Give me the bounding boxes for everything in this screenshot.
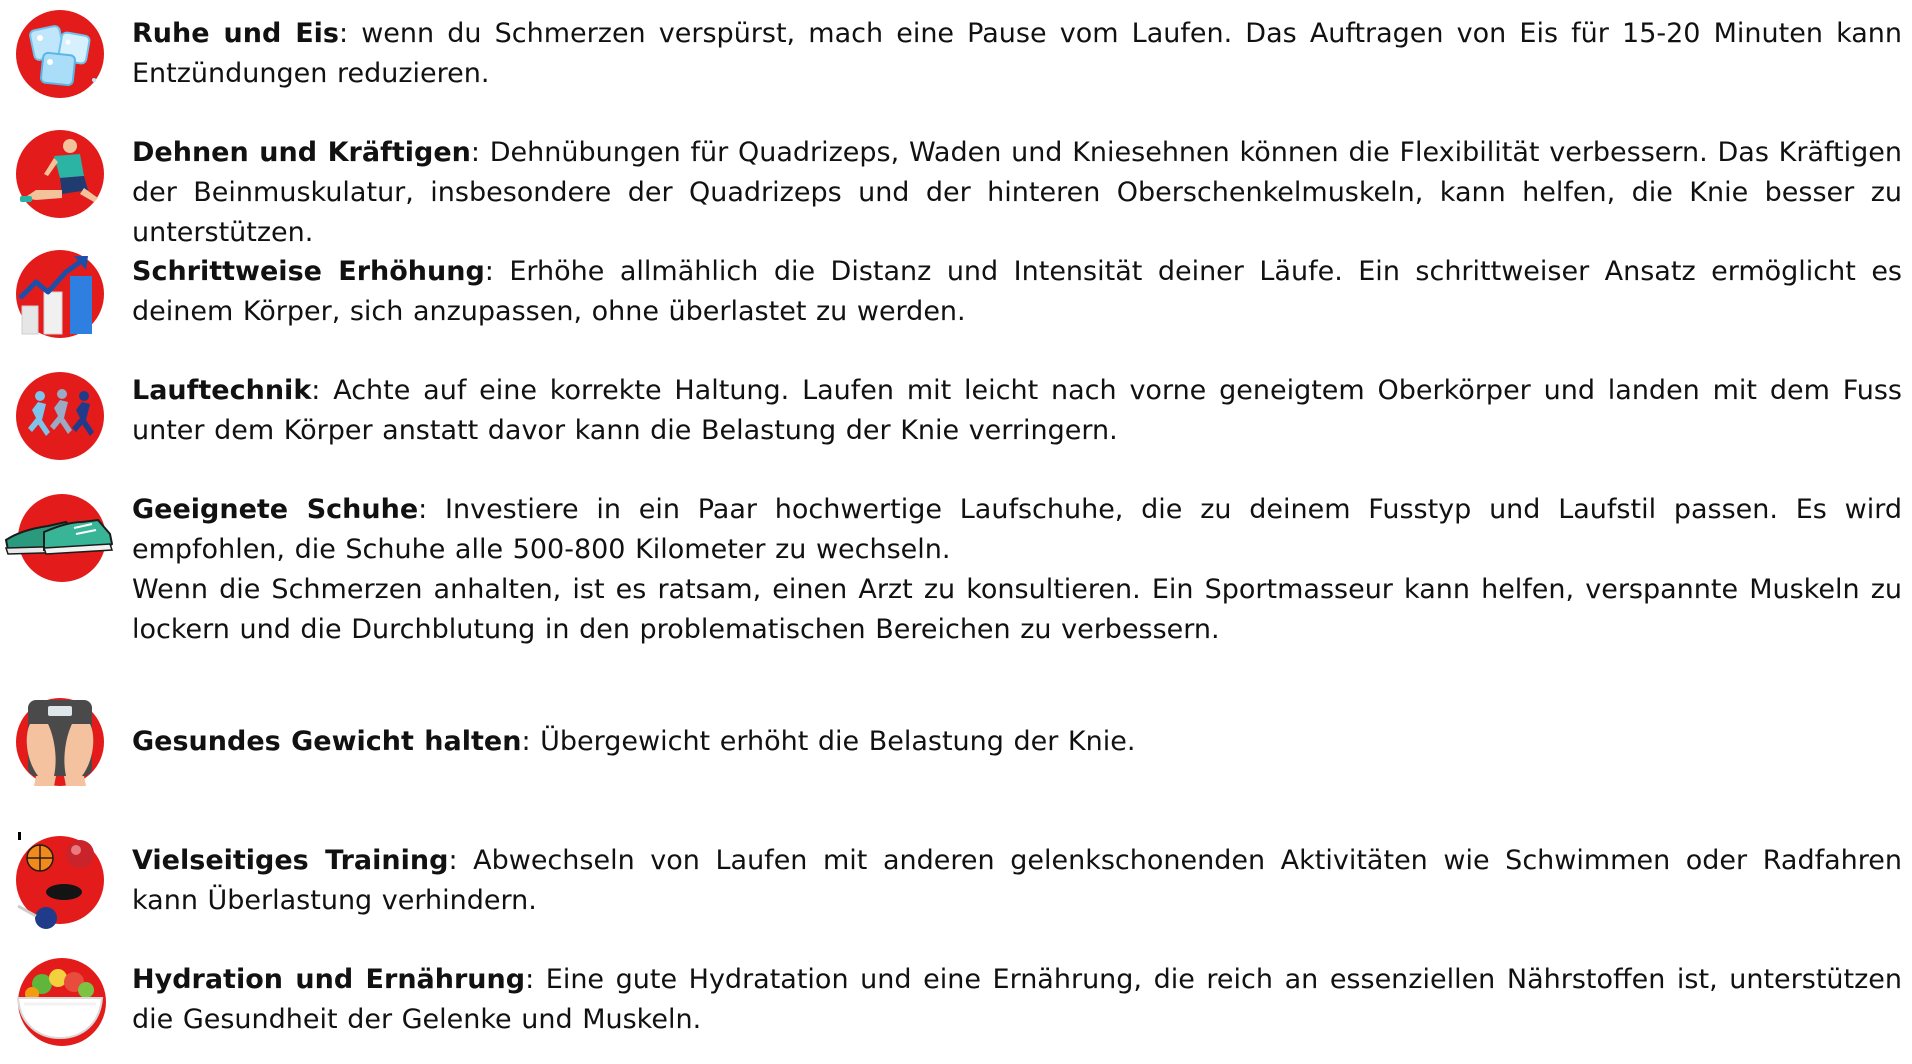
- tip-text: [132, 252, 1902, 332]
- tip-body: : Eine gute Hydratation und eine Ernährung, die reich an essenziellen Nährstoffen ist, unterstützen die Gesundheit der Gelenke und Muskeln.: [132, 964, 1903, 1035]
- tip-text: [132, 133, 1902, 253]
- tip-extra: Wenn die Schmerzen anhalten, ist es ratsam, einen Arzt zu konsultieren. Ein Sportmasseur kann helfen, verspannte Muskeln zu lockern und die Durchblutung in den problematischen Bereichen zu verbessern.: [132, 574, 1902, 645]
- tip-title: Vielseitiges Training: [132, 845, 449, 876]
- tip-title: Ruhe und Eis: [132, 18, 339, 49]
- tip-text: [132, 490, 1902, 650]
- stretching-person-icon: [14, 128, 106, 220]
- weight-scale-icon: [14, 696, 106, 788]
- tip-body: : wenn du Schmerzen verspürst, mach eine Pause vom Laufen. Das Auftragen von Eis für 15-20 Minuten kann Entzündungen reduzieren.: [132, 18, 1902, 89]
- tip-text: [132, 14, 1902, 94]
- tip-body: : Erhöhe allmählich die Distanz und Intensität deiner Läufe. Ein schrittweiser Ansatz ermöglicht es deinem Körper, sich anzupassen, ohne überlastet zu werden.: [132, 256, 1902, 327]
- tip-title: Gesundes Gewicht halten: [132, 726, 522, 757]
- running-shoes-icon: [14, 492, 106, 584]
- tip-body: : Abwechseln von Laufen mit anderen gelenkschonenden Aktivitäten wie Schwimmen oder Radfahren kann Überlastung verhindern.: [132, 845, 1902, 916]
- tip-body: : Investiere in ein Paar hochwertige Laufschuhe, die zu deinem Fusstyp und Laufstil passen. Es wird empfohlen, die Schuhe alle 500-800 Kilometer zu wechseln.: [132, 494, 1902, 565]
- tip-body: : Dehnübungen für Quadrizeps, Waden und Kniesehnen können die Flexibilität verbessern. Das Kräftigen der Beinmuskulatur, insbesondere der Quadrizeps und der hinteren Oberschenkelmuskeln, kann helfen, die Knie besser zu unterstützen.: [132, 137, 1903, 248]
- tip-title: Lauftechnik: [132, 375, 312, 406]
- tip-title: Schrittweise Erhöhung: [132, 256, 485, 287]
- sports-balls-icon: [14, 834, 106, 926]
- tip-title: Geeignete Schuhe: [132, 494, 419, 525]
- tip-text: [132, 722, 1902, 762]
- food-bowl-icon: [14, 956, 106, 1048]
- growth-chart-icon: [14, 248, 106, 340]
- ice-cubes-icon: [14, 8, 106, 100]
- tip-text: [132, 841, 1902, 921]
- tip-title: Hydration und Ernährung: [132, 964, 526, 995]
- tip-text: [132, 960, 1902, 1040]
- tip-title: Dehnen und Kräftigen: [132, 137, 471, 168]
- tip-text: [132, 371, 1902, 451]
- tip-body: : Achte auf eine korrekte Haltung. Laufen mit leicht nach vorne geneigtem Oberkörper und landen mit dem Fuss unter dem Körper anstatt davor kann die Belastung der Knie verringern.: [132, 375, 1902, 446]
- tip-body: : Übergewicht erhöht die Belastung der Knie.: [521, 726, 1136, 757]
- runners-icon: [14, 370, 106, 462]
